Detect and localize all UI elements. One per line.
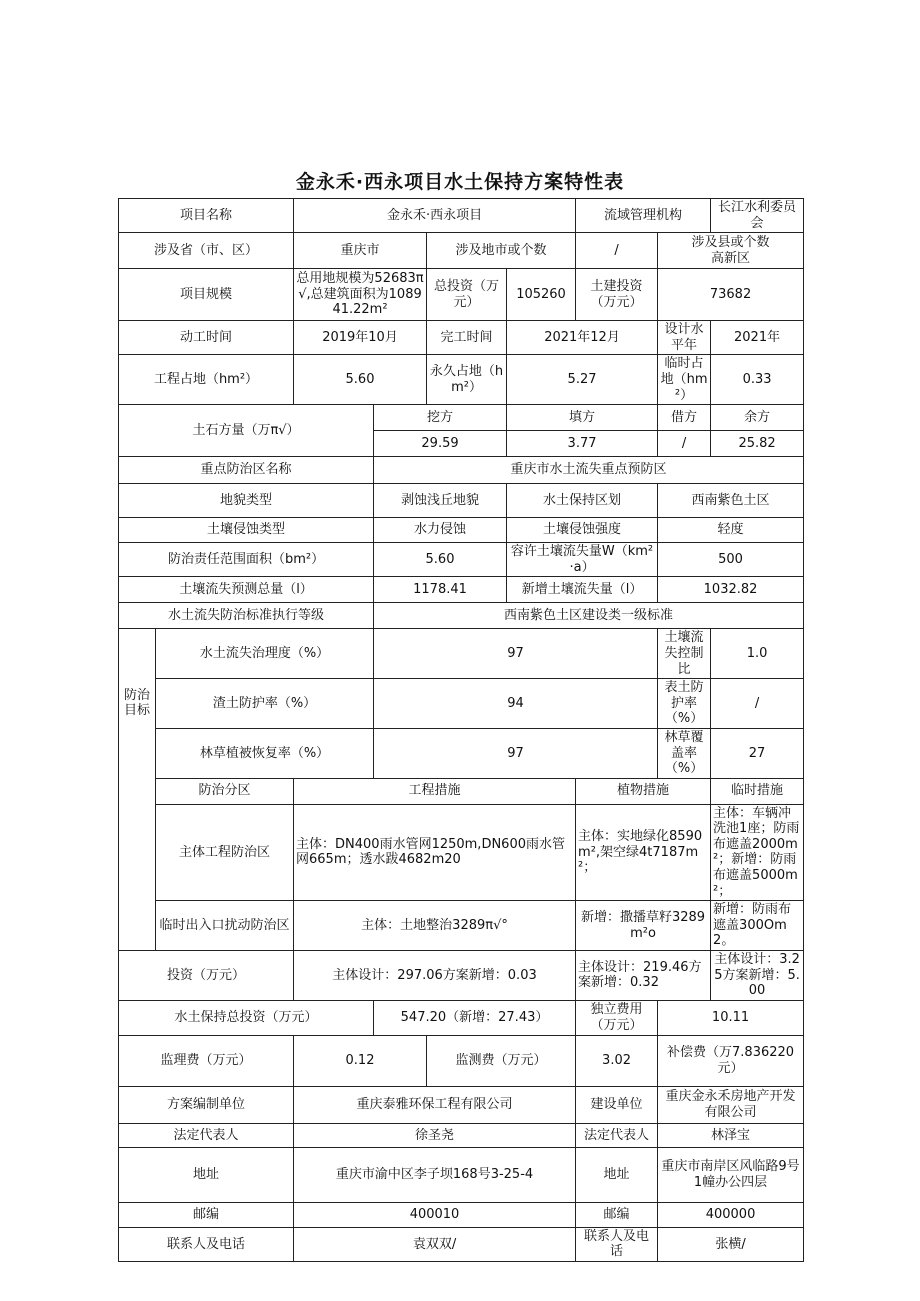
target-a2-value: 94	[374, 679, 658, 729]
excavation-header: 挖方	[374, 405, 507, 431]
target-b2-label: 表土防护率（%）	[658, 679, 711, 729]
investment-temporary: 主体设计：3.25方案新增：5.00	[711, 951, 804, 1001]
supervision-fee-label: 监理费（万元）	[119, 1035, 294, 1086]
zone-temp-temporary: 新增：防雨布遮盖300Om2。	[711, 901, 804, 951]
monitoring-fee-label: 监测费（万元）	[427, 1035, 576, 1086]
supervision-fee-value: 0.12	[294, 1035, 427, 1086]
zone-value: 西南紫色土区	[658, 484, 804, 518]
predicted-loss-label: 土壤流失预测总量（l）	[119, 577, 374, 603]
target-a3-value: 97	[374, 728, 658, 778]
key-zone-label: 重点防治区名称	[119, 457, 374, 484]
erosion-intensity-value: 轻度	[658, 518, 804, 543]
county-label: 涉及县或个数	[691, 235, 770, 251]
independent-cost-label: 独立费用（万元）	[576, 1000, 658, 1035]
total-investment-label: 总投资（万元）	[427, 269, 507, 321]
compensation-fee: 补偿费（万7.836220元）	[658, 1035, 804, 1086]
contact-value-2: 张横/	[658, 1227, 804, 1261]
zone-main-engineering: 主体：DN400雨水管网1250m,DN600雨水管网665m；透水跋4682m20	[294, 804, 576, 901]
surplus-header: 余方	[711, 405, 804, 431]
investment-label: 投资（万元）	[119, 951, 294, 1001]
zone-main-project: 主体工程防治区	[156, 804, 294, 901]
target-a3-label: 林草植被恢复率（%）	[156, 728, 374, 778]
city-value: /	[576, 233, 658, 269]
permanent-area-label: 永久占地（hm²）	[427, 355, 507, 405]
page-title: 金永禾·西永项目水土保持方案特性表	[295, 171, 625, 193]
county-value: 高新区	[711, 250, 751, 266]
target-a1-label: 水土流失治理度（%）	[156, 629, 374, 679]
new-loss-label: 新增土壤流失量（l）	[507, 577, 658, 603]
design-year-label: 设计水平年	[658, 321, 711, 355]
construction-unit-value: 重庆金永禾房地产开发有限公司	[658, 1086, 804, 1123]
independent-cost-value: 10.11	[658, 1000, 804, 1035]
area-value: 5.60	[294, 355, 427, 405]
contact-label-2: 联系人及电话	[576, 1227, 658, 1261]
earthwork-label: 土石方量（万π√）	[119, 405, 374, 457]
project-name: 金永禾·西永项目	[294, 199, 576, 233]
address-label-2: 地址	[576, 1147, 658, 1202]
target-a2-label: 渣土防护率（%）	[156, 679, 374, 729]
area-label: 工程占地（hm²）	[119, 355, 294, 405]
legal-rep-value-1: 徐圣尧	[294, 1123, 576, 1147]
allowable-loss-value: 500	[658, 543, 804, 577]
address-label-1: 地址	[119, 1147, 294, 1202]
measures-side-cell	[119, 778, 156, 950]
zone-temp-entrance: 临时出入口扰动防治区	[156, 901, 294, 951]
address-value-1: 重庆市渝中区李子坝168号3-25-4	[294, 1147, 576, 1202]
total-soil-investment-value: 547.20（新增：27.43）	[374, 1000, 576, 1035]
investment-engineering: 主体设计：297.06方案新增：0.03	[294, 951, 576, 1001]
zone-main-temporary: 主体：车辆冲洗池1座；防雨布遮盖2000m²；新增：防雨布遮盖5000m²；	[711, 804, 804, 901]
end-time-label: 完工时间	[427, 321, 507, 355]
surplus-value: 25.82	[711, 431, 804, 457]
landform-label: 地貌类型	[119, 484, 374, 518]
responsibility-area-value: 5.60	[374, 543, 507, 577]
temporary-area-value: 0.33	[711, 355, 804, 405]
borrow-value: /	[658, 431, 711, 457]
standard-label: 水土流失防治标准执行等级	[119, 603, 374, 629]
province-label: 涉及省（市、区）	[119, 233, 294, 269]
erosion-type-value: 水力侵蚀	[374, 518, 507, 543]
scale-label: 项目规模	[119, 269, 294, 321]
start-time-label: 动工时间	[119, 321, 294, 355]
zone-temp-engineering: 主体：土地整治3289π√°	[294, 901, 576, 951]
contact-value-1: 袁双双/	[294, 1227, 576, 1261]
borrow-header: 借方	[658, 405, 711, 431]
landform-value: 剥蚀浅丘地貌	[374, 484, 507, 518]
end-time-value: 2021年12月	[507, 321, 658, 355]
total-investment-value: 105260	[507, 269, 576, 321]
target-b1-label: 土壤流失控制比	[658, 629, 711, 679]
basin-value: 长江水利委员会	[711, 199, 804, 233]
temporary-area-label: 临时占地（hm²）	[658, 355, 711, 405]
basin-label: 流域管理机构	[576, 199, 711, 233]
zone-label: 水土保持区划	[507, 484, 658, 518]
measures-zone-header: 防治分区	[156, 778, 294, 804]
scale-value: 总用地规模为52683π√,总建筑面积为108941.22m²	[294, 269, 427, 321]
civil-investment-label: 土建投资（万元）	[576, 269, 658, 321]
design-year-value: 2021年	[711, 321, 804, 355]
responsibility-area-label: 防治责任范围面积（bm²）	[119, 543, 374, 577]
construction-unit-label: 建设单位	[576, 1086, 658, 1123]
erosion-type-label: 土壤侵蚀类型	[119, 518, 374, 543]
erosion-intensity-label: 土壤侵蚀强度	[507, 518, 658, 543]
permanent-area-value: 5.27	[507, 355, 658, 405]
target-b3-label: 林草覆盖率（%）	[658, 728, 711, 778]
county-cell	[658, 233, 804, 269]
measures-plant-header: 植物措施	[576, 778, 711, 804]
standard-value: 西南紫色土区建设类一级标准	[374, 603, 804, 629]
legal-rep-value-2: 林泽宝	[658, 1123, 804, 1147]
city-label: 涉及地市或个数	[427, 233, 576, 269]
target-a1-value: 97	[374, 629, 658, 679]
province-value: 重庆市	[294, 233, 427, 269]
target-b1-value: 1.0	[711, 629, 804, 679]
postcode-value-2: 400000	[658, 1202, 804, 1227]
fill-header: 填方	[507, 405, 658, 431]
measures-engineering-header: 工程措施	[294, 778, 576, 804]
measures-temporary-header: 临时措施	[711, 778, 804, 804]
plan-unit-label: 方案编制单位	[119, 1086, 294, 1123]
investment-plant: 主体设计：219.46方案新增：0.32	[576, 951, 711, 1001]
zone-main-plant: 主体：实地绿化8590m²,架空绿4t7187m²；	[576, 804, 711, 901]
total-soil-investment-label: 水土保持总投资（万元）	[119, 1000, 374, 1035]
target-b2-value: /	[711, 679, 804, 729]
fill-value: 3.77	[507, 431, 658, 457]
plan-unit-value: 重庆泰雅环保工程有限公司	[294, 1086, 576, 1123]
legal-rep-label-1: 法定代表人	[119, 1123, 294, 1147]
project-name-label: 项目名称	[119, 199, 294, 233]
predicted-loss-value: 1178.41	[374, 577, 507, 603]
postcode-value-1: 400010	[294, 1202, 576, 1227]
monitoring-fee-value: 3.02	[576, 1035, 658, 1086]
start-time-value: 2019年10月	[294, 321, 427, 355]
address-value-2: 重庆市南岸区风临路9号1幢办公四层	[658, 1147, 804, 1202]
postcode-label-2: 邮编	[576, 1202, 658, 1227]
characteristics-table	[118, 198, 804, 1262]
new-loss-value: 1032.82	[658, 577, 804, 603]
target-b3-value: 27	[711, 728, 804, 778]
prevention-target-label: 防治目标	[119, 629, 156, 778]
civil-investment-value: 73682	[658, 269, 804, 321]
excavation-value: 29.59	[374, 431, 507, 457]
key-zone-value: 重庆市水土流失重点预防区	[374, 457, 804, 484]
contact-label-1: 联系人及电话	[119, 1227, 294, 1261]
postcode-label-1: 邮编	[119, 1202, 294, 1227]
legal-rep-label-2: 法定代表人	[576, 1123, 658, 1147]
allowable-loss-label: 容许土壤流失量W（km²·a）	[507, 543, 658, 577]
zone-temp-plant: 新增：撒播草籽3289m²o	[576, 901, 711, 951]
